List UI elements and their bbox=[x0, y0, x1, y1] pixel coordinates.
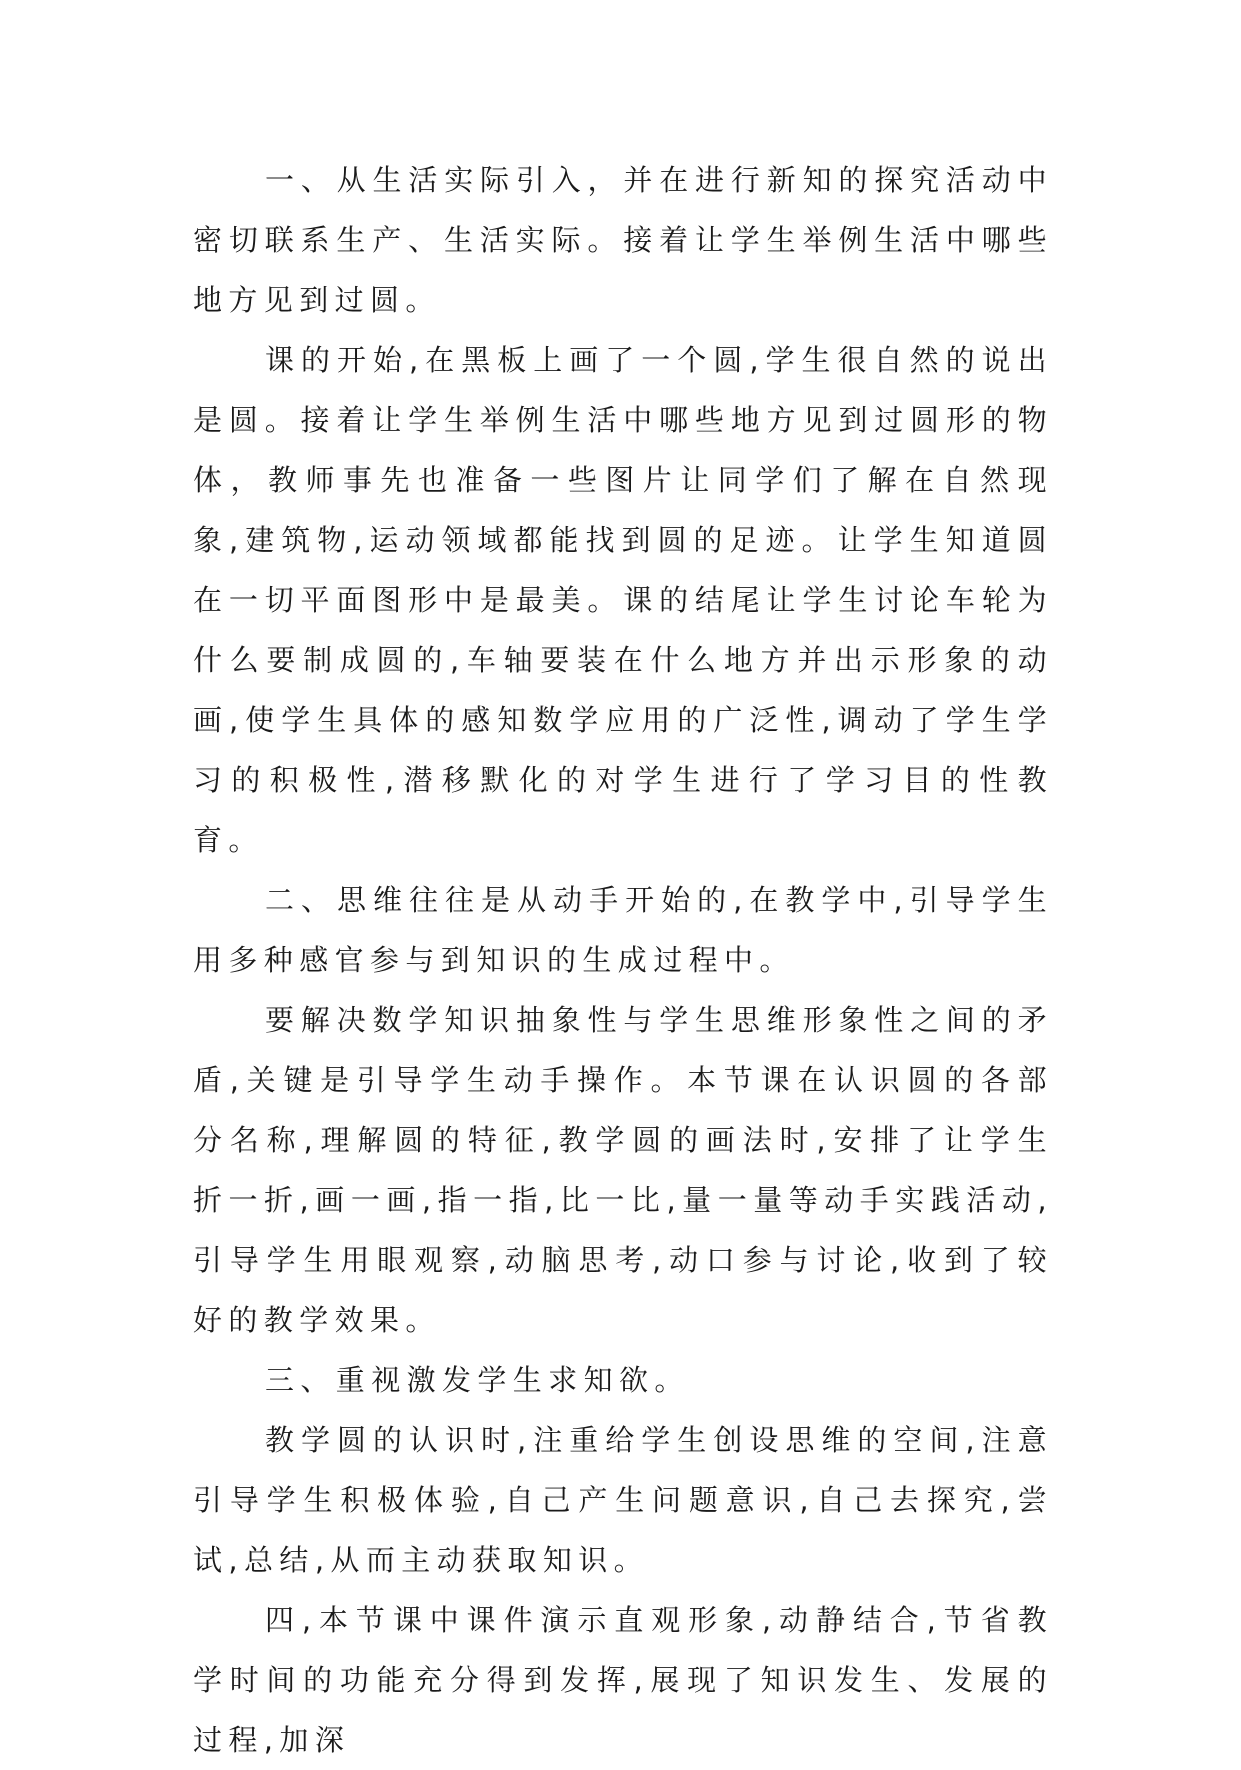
paragraph-6: 教学圆的认识时,注重给学生创设思维的空间,注意引导学生积极体验,自己产生问题意识,自己去探究,尝试,总结,从而主动获取知识。 bbox=[193, 1423, 1053, 1577]
paragraph-4: 要解决数学知识抽象性与学生思维形象性之间的矛盾,关键是引导学生动手操作。本节课在认识圆的各部分名称,理解圆的特征,教学圆的画法时,安排了让学生折一折,画一画,指一指,比一比,量一量等动手实践活动,引导学生用眼观察,动脑思考,动口参与讨论,收到了较好的教学效果。 bbox=[193, 1003, 1053, 1337]
paragraph-1: 一、从生活实际引入，并在进行新知的探究活动中密切联系生产、生活实际。接着让学生举例生活中哪些地方见到过圆。 bbox=[193, 163, 1053, 317]
paragraph-2: 课的开始,在黑板上画了一个圆,学生很自然的说出是圆。接着让学生举例生活中哪些地方见到过圆形的物体，教师事先也准备一些图片让同学们了解在自然现象,建筑物,运动领域都能找到圆的足迹。让学生知道圆在一切平面图形中是最美。课的结尾让学生讨论车轮为什么要制成圆的,车轴要装在什么地方并出示形象的动画,使学生具体的感知数学应用的广泛性,调动了学生学习的积极性,潜移默化的对学生进行了学习目的性教育。 bbox=[193, 343, 1053, 857]
paragraph-7: 四,本节课中课件演示直观形象,动静结合,节省教学时间的功能充分得到发挥,展现了知识发生、发展的过程,加深 bbox=[193, 1603, 1053, 1757]
paragraph-5: 三、重视激发学生求知欲。 bbox=[265, 1363, 690, 1397]
paragraph-3: 二、思维往往是从动手开始的,在教学中,引导学生用多种感官参与到知识的生成过程中。 bbox=[193, 883, 1053, 977]
document-body bbox=[193, 150, 1053, 1770]
